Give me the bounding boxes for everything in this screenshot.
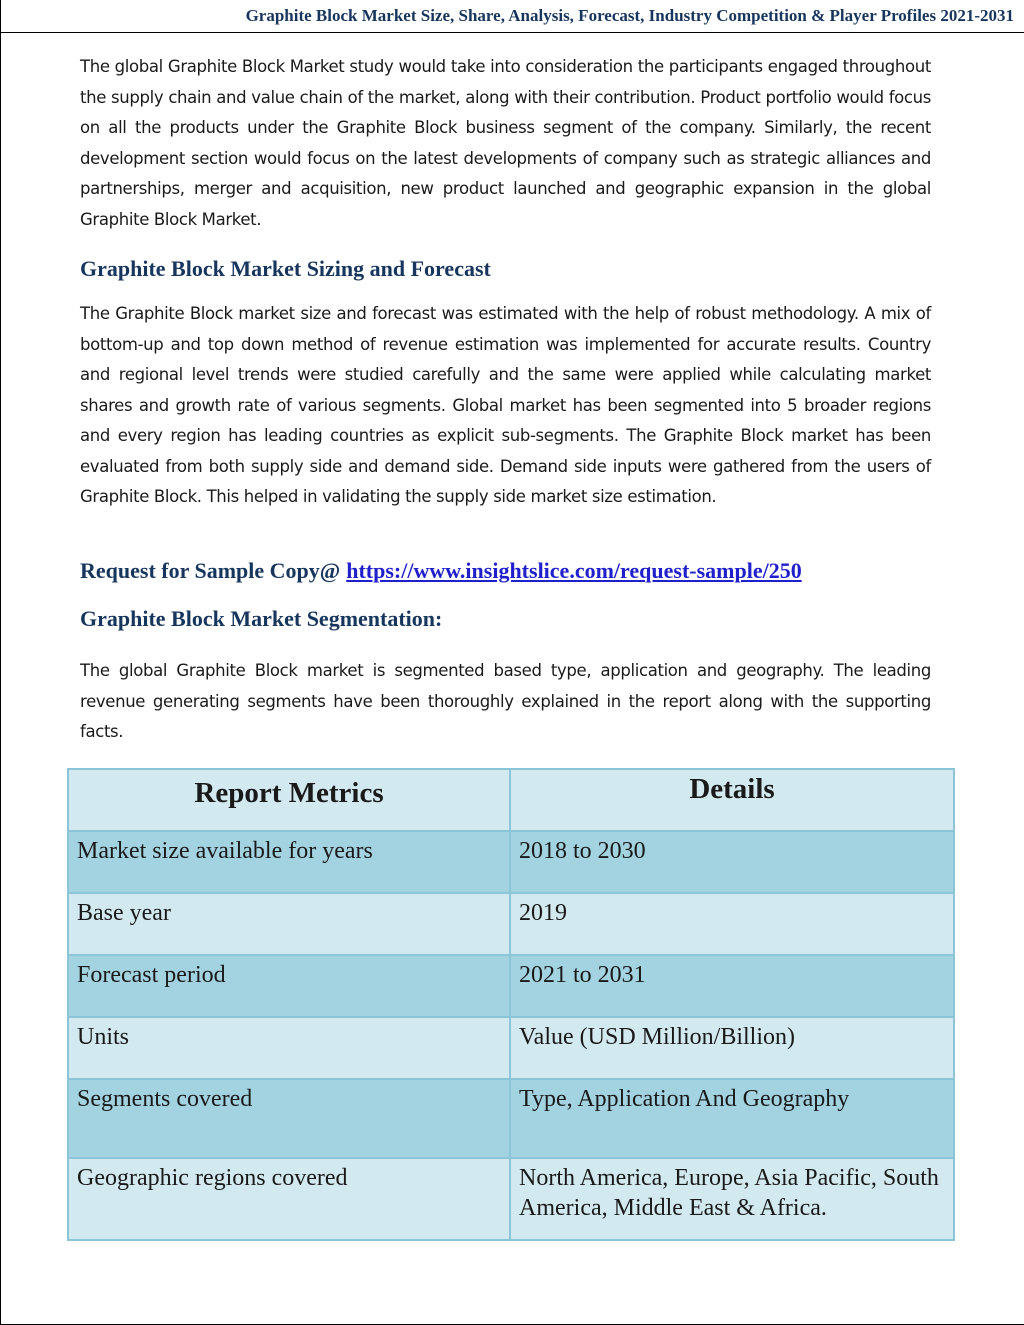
table-row — [68, 831, 954, 893]
detail-cell: 2021 to 2031 — [510, 955, 954, 1017]
column-header-metrics: Report Metrics — [68, 769, 510, 831]
sample-request-line — [80, 558, 802, 584]
report-metrics-table — [67, 768, 955, 1241]
metric-cell: Forecast period — [68, 955, 510, 1017]
sample-request-label: Request for Sample Copy@ — [80, 558, 341, 583]
table-row — [68, 1079, 954, 1158]
table-row — [68, 893, 954, 955]
sizing-heading: Graphite Block Market Sizing and Forecast — [80, 256, 491, 281]
detail-cell: Type, Application And Geography — [510, 1079, 954, 1158]
metric-cell: Base year — [68, 893, 510, 955]
metric-cell: Segments covered — [68, 1079, 510, 1158]
detail-cell: 2019 — [510, 893, 954, 955]
detail-cell: Value (USD Million/Billion) — [510, 1017, 954, 1079]
page-header-title: Graphite Block Market Size, Share, Analysis, Forecast, Industry Competition & Player Profiles 2021-2031 — [245, 6, 1014, 25]
intro-paragraph: The global Graphite Block Market study would take into consideration the participants engaged throughout the supply chain and value chain of the market, along with their contribution. Product portfolio would focus on all the products under the Graphite Block business segment of the company. Similarly, the recent development section would focus on the latest developments of company such as strategic alliances and partnerships, merger and acquisition, new product launched and geographic expansion in the global Graphite Block Market. — [80, 57, 931, 229]
metric-cell: Market size available for years — [68, 831, 510, 893]
table-row — [68, 1017, 954, 1079]
table-header-row — [68, 769, 954, 831]
detail-cell: North America, Europe, Asia Pacific, South America, Middle East & Africa. — [510, 1158, 954, 1240]
segmentation-paragraph: The global Graphite Block market is segmented based type, application and geography. The leading revenue generating segments have been thoroughly explained in the report along with the supporting facts. — [80, 661, 931, 741]
header-divider — [0, 32, 1024, 33]
sample-request-link[interactable]: https://www.insightslice.com/request-sample/250 — [346, 558, 802, 583]
detail-cell: 2018 to 2030 — [510, 831, 954, 893]
column-header-details: Details — [510, 769, 954, 831]
segmentation-heading: Graphite Block Market Segmentation: — [80, 606, 443, 631]
metric-cell: Units — [68, 1017, 510, 1079]
table-row — [68, 955, 954, 1017]
table-row — [68, 1158, 954, 1240]
metric-cell: Geographic regions covered — [68, 1158, 510, 1240]
sizing-paragraph: The Graphite Block market size and forecast was estimated with the help of robust methodology. A mix of bottom-up and top down method of revenue estimation was implemented for accurate results. Country and regional level trends were studied carefully and the same were applied while calculating market shares and growth rate of various segments. Global market has been segmented into 5 broader regions and every region has leading countries as explicit sub-segments. The Graphite Block market has been evaluated from both supply side and demand side. Demand side inputs were gathered from the users of Graphite Block. This helped in validating the supply side market size estimation. — [80, 304, 931, 506]
